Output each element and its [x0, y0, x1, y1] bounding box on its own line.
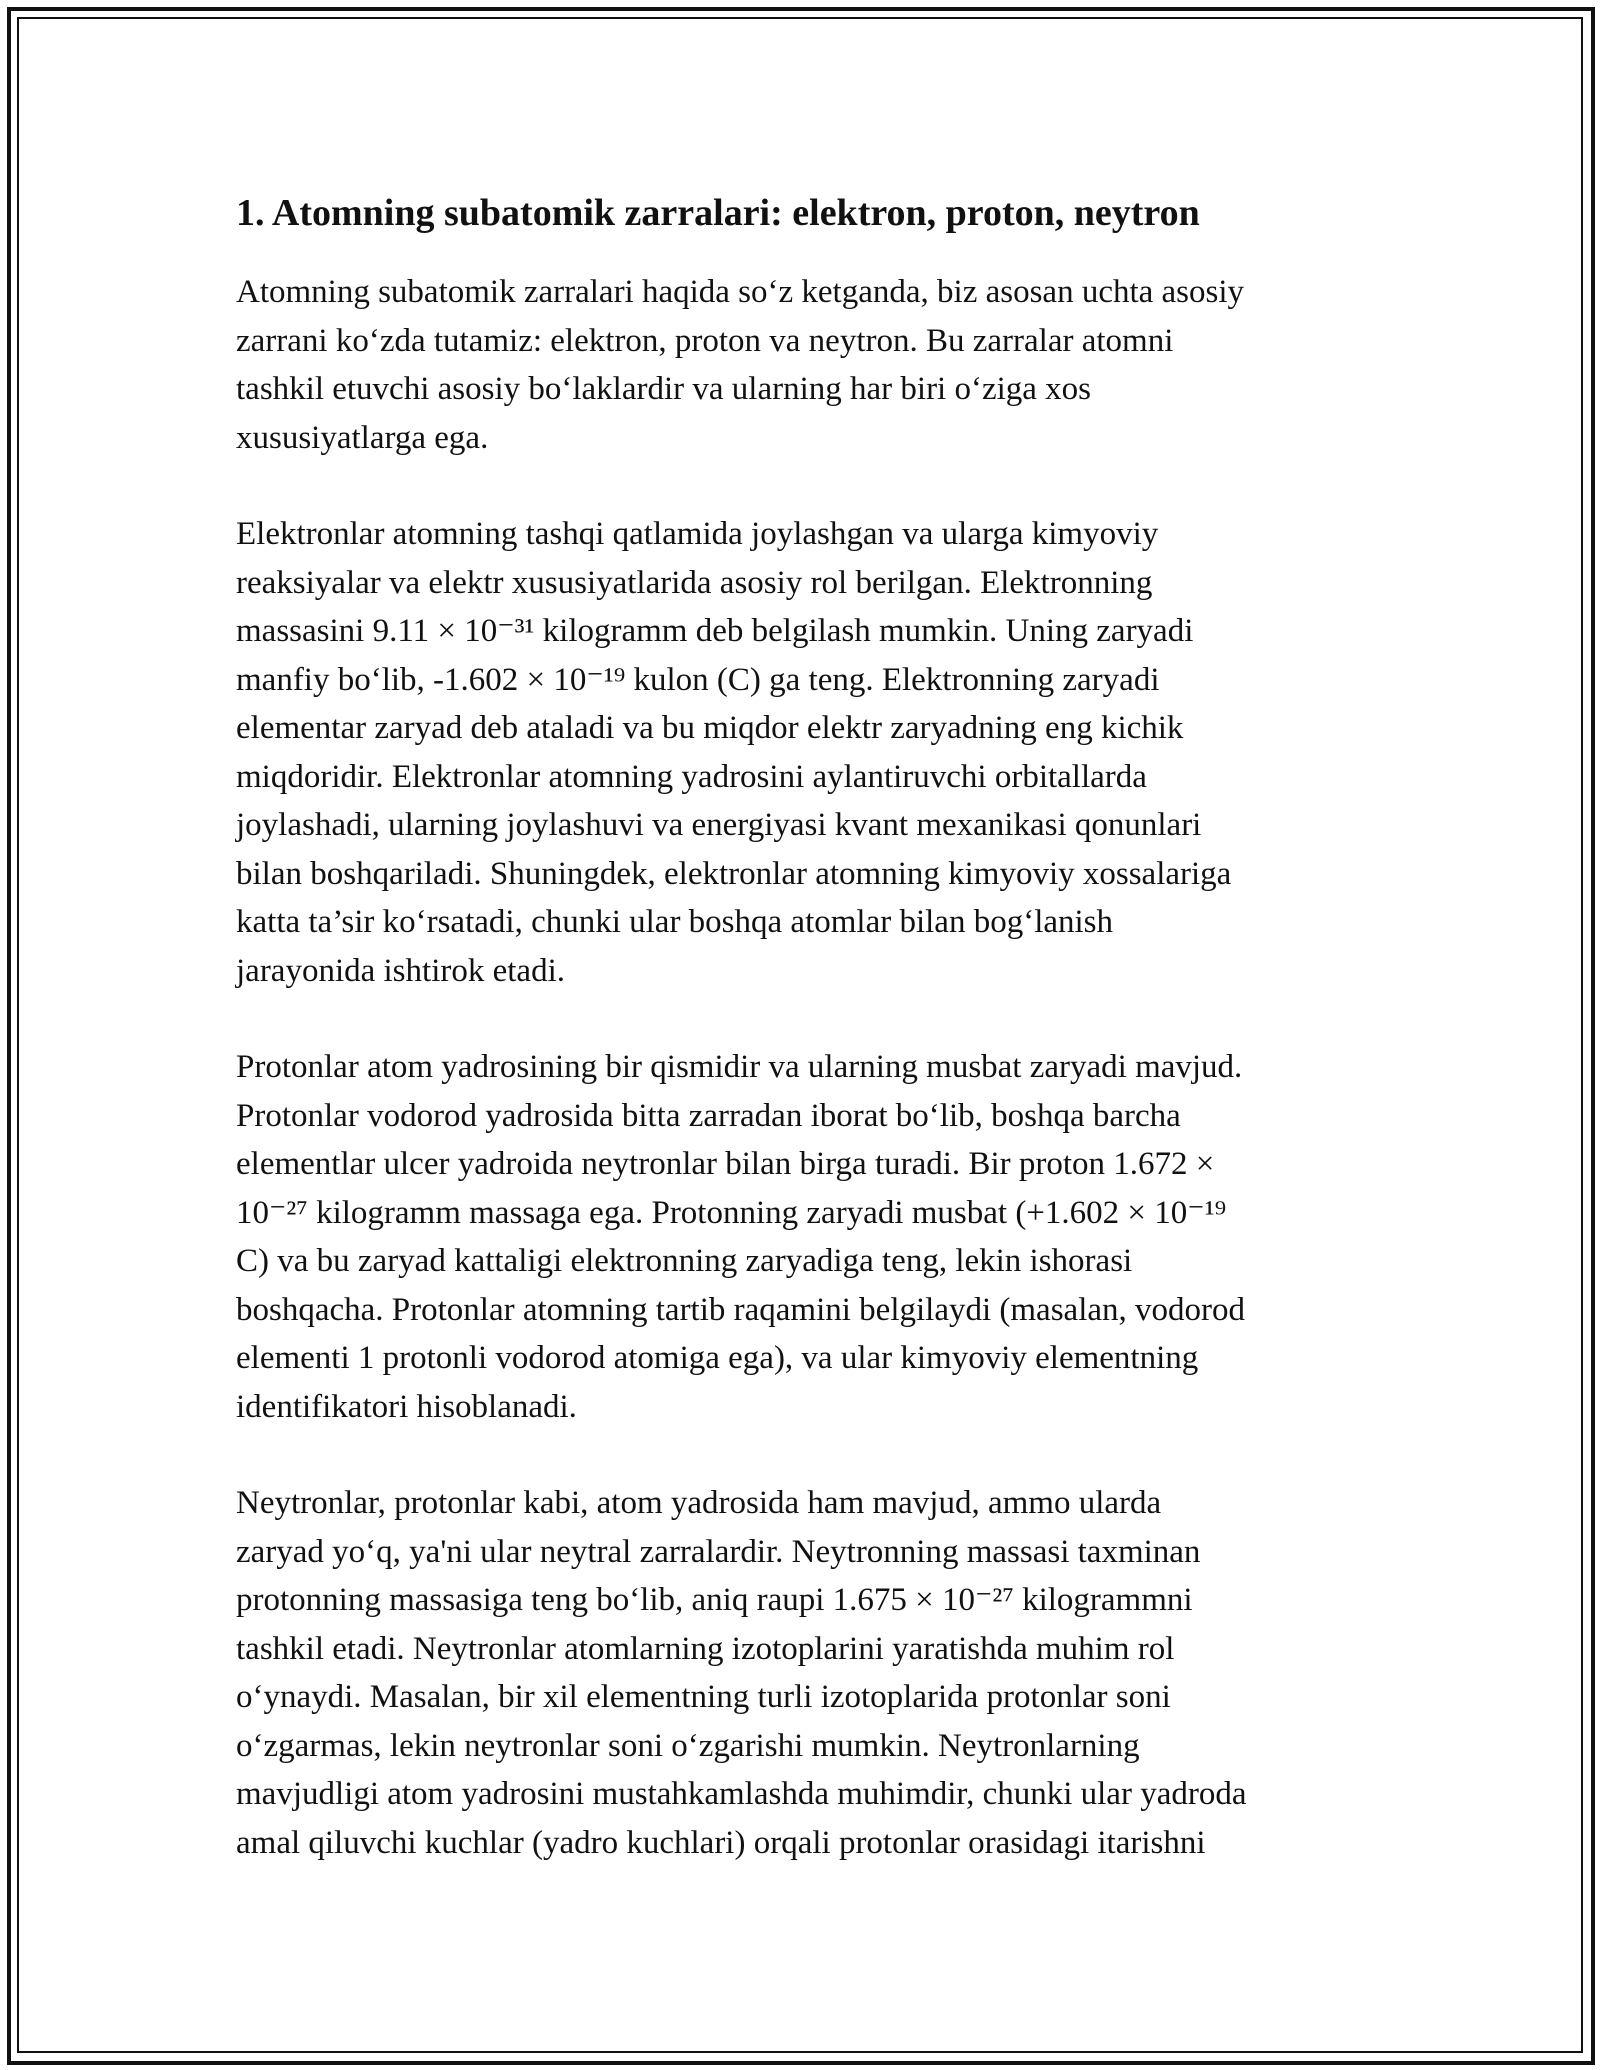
text-line: 10⁻²⁷ kilogramm massaga ega. Protonning zaryadi musbat (+1.602 × 10⁻¹⁹	[236, 1194, 1227, 1231]
paragraph-protons	[236, 1043, 1366, 1431]
text-line: Atomning subatomik zarralari haqida so‘z ketganda, biz asosan uchta asosiy	[236, 274, 1245, 310]
text-line: tashkil etadi. Neytronlar atomlarning izotoplarini yaratishda muhim rol	[236, 1630, 1175, 1667]
text-line: amal qiluvchi kuchlar (yadro kuchlari) orqali protonlar orasidagi itarishni	[236, 1824, 1206, 1861]
text-line: Protonlar vodorod yadrosida bitta zarradan iborat bo‘lib, boshqa barcha	[236, 1097, 1181, 1134]
text-line: o‘ynaydi. Masalan, bir xil elementning turli izotoplarida protonlar soni	[236, 1679, 1171, 1715]
text-line: joylashadi, ularning joylashuvi va energiyasi kvant mexanikasi qonunlari	[236, 807, 1202, 843]
paragraph-neutrons	[236, 1479, 1366, 1867]
text-line: massasini 9.11 × 10⁻³¹ kilogramm deb belgilash mumkin. Uning zaryadi	[236, 613, 1194, 649]
text-line: jarayonida ishtirok etadi.	[236, 952, 565, 989]
text-line: zaryad yo‘q, ya'ni ular neytral zarralardir. Neytronning massasi taxminan	[236, 1533, 1201, 1570]
section-heading: 1. Atomning subatomik zarralari: elektron, proton, neytron	[236, 192, 1200, 234]
text-line: manfiy bo‘lib, -1.602 × 10⁻¹⁹ kulon (C) ga teng. Elektronning zaryadi	[236, 661, 1160, 698]
text-line: tashkil etuvchi asosiy bo‘laklardir va ularning har biri o‘ziga xos	[236, 371, 1092, 407]
text-line: xususiyatlarga ega.	[236, 419, 489, 456]
text-line: protonning massasiga teng bo‘lib, aniq raupi 1.675 × 10⁻²⁷ kilogrammni	[236, 1582, 1193, 1618]
document-body	[236, 184, 1366, 1915]
text-line: bilan boshqariladi. Shuningdek, elektronlar atomning kimyoviy xossalariga	[236, 855, 1232, 892]
text-line: C) va bu zaryad kattaligi elektronning zaryadiga teng, lekin ishorasi	[236, 1243, 1133, 1279]
text-line: Protonlar atom yadrosining bir qismidir va ularning musbat zaryadi mavjud.	[236, 1049, 1243, 1085]
text-line: katta ta’sir ko‘rsatadi, chunki ular boshqa atomlar bilan bog‘lanish	[236, 904, 1114, 940]
text-line: elementar zaryad deb ataladi va bu miqdor elektr zaryadning eng kichik	[236, 710, 1184, 746]
text-line: miqdoridir. Elektronlar atomning yadrosini aylantiruvchi orbitallarda	[236, 758, 1147, 795]
text-line: boshqacha. Protonlar atomning tartib raqamini belgilaydi (masalan, vodorod	[236, 1291, 1245, 1328]
text-line: mavjudligi atom yadrosini mustahkamlashda muhimdir, chunki ular yadroda	[236, 1776, 1247, 1812]
paragraph-electrons	[236, 510, 1366, 995]
paragraph-intro	[236, 268, 1366, 462]
text-line: zarrani ko‘zda tutamiz: elektron, proton va neytron. Bu zarralar atomni	[236, 322, 1174, 359]
text-line: identifikatori hisoblanadi.	[236, 1388, 577, 1425]
text-line: elementlar ulcer yadroida neytronlar bilan birga turadi. Bir proton 1.672 ×	[236, 1146, 1215, 1182]
text-line: Elektronlar atomning tashqi qatlamida joylashgan va ularga kimyoviy	[236, 516, 1159, 552]
text-line: o‘zgarmas, lekin neytronlar soni o‘zgarishi mumkin. Neytronlarning	[236, 1727, 1140, 1764]
text-line: reaksiyalar va elektr xususiyatlarida asosiy rol berilgan. Elektronning	[236, 564, 1153, 601]
text-line: Neytronlar, protonlar kabi, atom yadrosida ham mavjud, ammo ularda	[236, 1485, 1162, 1521]
text-line: elementi 1 protonli vodorod atomiga ega), va ular kimyoviy elementning	[236, 1340, 1199, 1376]
